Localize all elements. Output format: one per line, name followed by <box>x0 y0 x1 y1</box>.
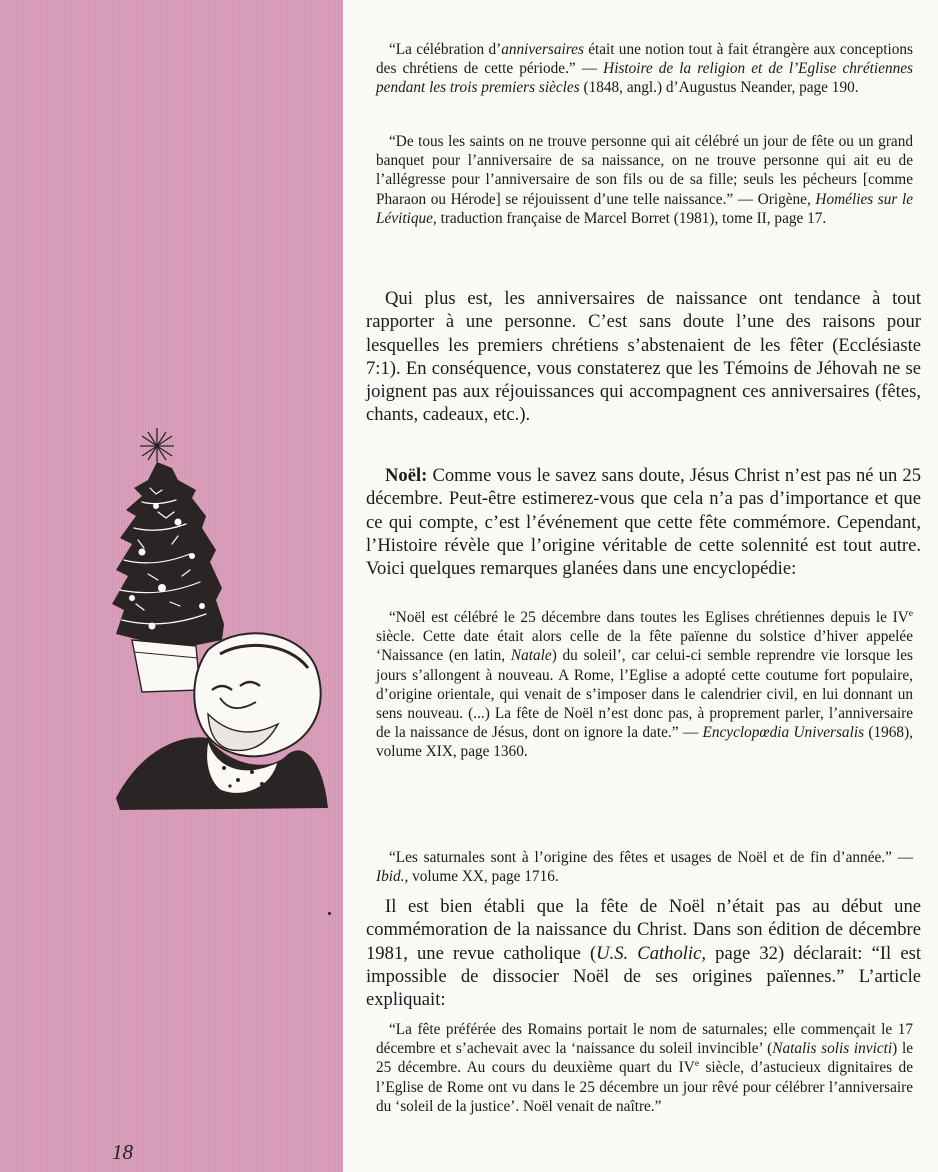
christmas-tree-santa-illustration <box>112 428 330 828</box>
paragraph-noel: Noël: Comme vous le savez sans doute, Jésus Christ n’est pas né un 25 décembre. Peut-être estimerez-vous que cela n’a pas d’importance et que ce qui compte, c’est l’événement que cette fête commémore. Cependant, l’Histoire révèle que l’origine véritable de cette solennité est tout autre. Voici quelques remarques glanées dans une encyclopédie: <box>366 465 921 580</box>
quote-neander: “La célébration d’anniversaires était une notion tout à fait étrangère aux conceptions des chrétiens de cette période.” — Histoire de la religion et de l’Eglise chrétiennes pendant les trois premiers siècles (1848, angl.) d’Augustus Neander, page 190. <box>376 41 913 97</box>
page-number: 18 <box>112 1140 133 1164</box>
quote-ibid: “Les saturnales sont à l’origine des fêtes et usages de Noël et de fin d’année.” — Ibid., volume XX, page 1716. <box>376 849 913 886</box>
paragraph-us-catholic: Il est bien établi que la fête de Noël n’était pas au début une commémoration de la naissance du Christ. Dans son édition de décembre 1981, une revue catholique (U.S. Catholic, page 32) déclarait: “Il est impossible de dissocier Noël de ses origines païennes.” L’article expliquait: <box>366 896 922 1011</box>
stray-dot <box>328 912 331 915</box>
quote-universalis: “Noël est célébré le 25 décembre dans toutes les Eglises chrétiennes depuis le IVe siècle. Cette date était alors celle de la fête païenne du solstice d’hiver appelée ‘Naissance (en latin, Natale) du soleil’, car celui-ci semble reprendre vie lorsque les jours s’allongent à nouveau. A Rome, l’Eglise a adopté cette coutume fort populaire, d’origine orientale, qui venait de s’imposer dans le calendrier civil, en lui donnant un sens nouveau. (...) La fête de Noël n’est donc pas, à proprement parler, l’anniversaire de la naissance de Jésus, dont on ignore la date.” — Encyclopœdia Universalis (1968), volume XIX, page 1360. <box>376 608 914 761</box>
paragraph-anniversaires: Qui plus est, les anniversaires de naissance ont tendance à tout rapporter à une personne. C’est sans doute l’une des raisons pour lesquelles les premiers chrétiens s’abstenaient de les fêter (Ecclésiaste 7:1). En conséquence, vous constaterez que les Témoins de Jéhovah ne se joignent pas aux réjouissances qui accompagnent ces anniversaires (fêtes, chants, cadeaux, etc.). <box>366 288 921 426</box>
quote-origene: “De tous les saints on ne trouve personne qui ait célébré un jour de fête ou un grand banquet pour l’anniversaire de sa naissance, on ne trouve personne qui ait eu de l’allégresse pour l’anniversaire de son fils ou de sa fille; seuls les pécheurs [comme Pharaon ou Hérode] se réjouissent d’une telle naissance.” — Origène, Homélies sur le Lévitique, traduction française de Marcel Borret (1981), tome II, page 17. <box>376 133 913 227</box>
quote-saturnales: “La fête préférée des Romains portait le nom de saturnales; elle commençait le 17 décembre et s’achevait avec la ‘naissance du soleil invincible’ (Natalis solis invicti) le 25 décembre. Au cours du deuxième quart du IVe siècle, d’astucieux dignitaires de l’Eglise de Rome ont vu dans le 25 décembre un jour rêvé pour célébrer l’anniversaire du ‘soleil de la justice’. Noël venait de naître.” <box>376 1021 913 1115</box>
